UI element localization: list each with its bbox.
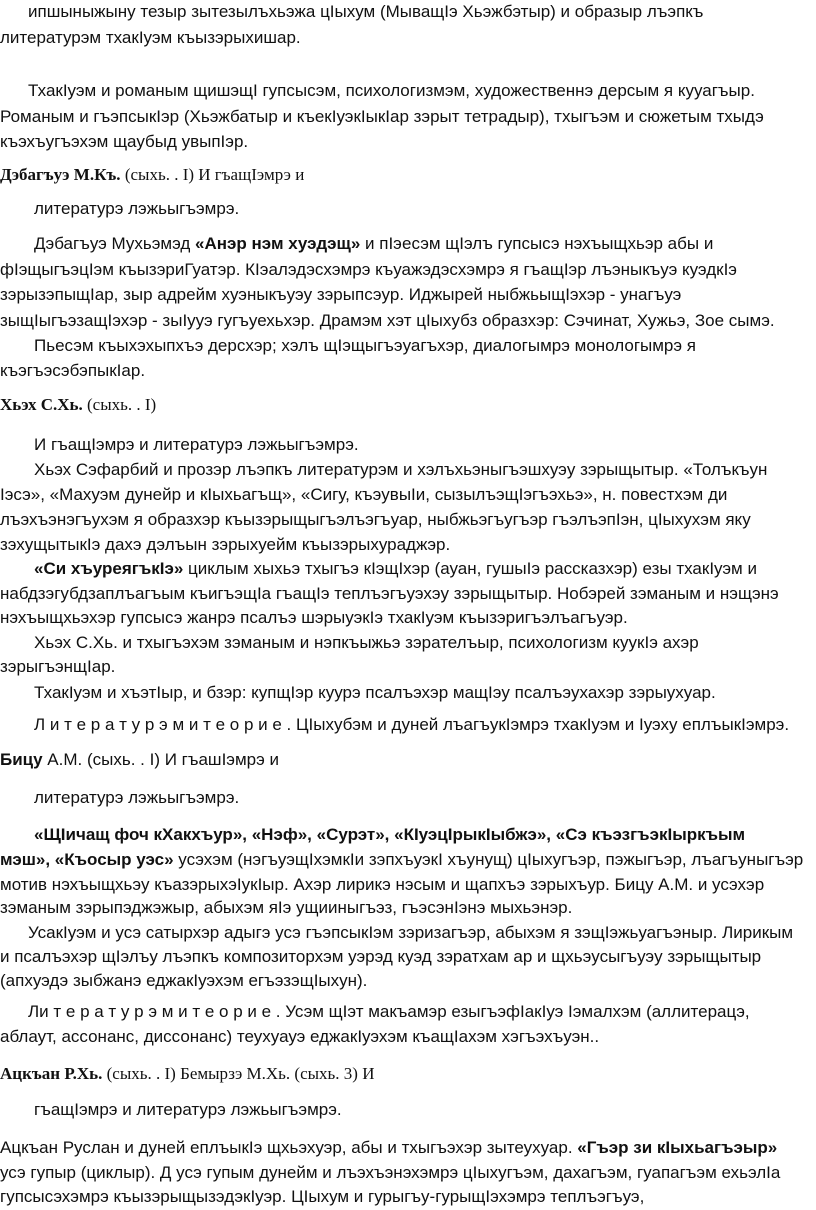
text-line [34,557,757,581]
text-segment: къэгъэсэбэпыкIар. [0,361,146,380]
text-line [0,1025,599,1049]
text-segment: (сыхь. . I) И гъащIэмрэ и [120,165,305,184]
text-line [0,1136,777,1160]
text-line [0,606,628,630]
text-segment: Пьесэм къыхэхыпхъэ дерсхэр; хэлъ щIэщыгъэуагъхэр, диалогымрэ монологымрэ я [34,336,696,355]
text-segment: УсакIуэм и усэ сатырхэр адыгэ усэ гъэпсыкIэм зэризагъэр, абыхэм я зэщIэжьуагъэныр. Лирикым [28,923,794,942]
text-segment: ТхакIуэм и хъэтIыр, и бзэр: купщIэр куурэ псалъэхэр мащIэу псалъэухахэр зэрыухуар. [34,683,716,702]
text-segment: А.М. (сыхь. . I) И гъашIэмрэ и [42,750,280,769]
text-segment: ипшыныжыну тезыр зытезылъхьэжа цIыхум (МыващIэ Хьэжбэтыр) и образыр лъэпкъ [28,2,704,21]
bold-text: «Си хъуреягъкIэ» [34,559,184,578]
section-heading [0,748,279,772]
text-line [34,334,696,358]
text-segment: (сыхь. . I) [82,395,157,414]
text-line [28,0,703,24]
text-line [34,681,716,705]
text-line [0,26,301,50]
text-segment: и пIэесэм щIэлъ гупсысэ нэхъыщхьэр абы и [360,234,714,253]
text-segment: литературэ лэжьыгъэмрэ. [34,199,240,218]
text-line [0,582,779,606]
text-segment: (апхуэдэ зыбжанэ еджакIуэхэм егъэзэщIыхун). [0,971,368,990]
text-segment: зыщIыгъэзащIэхэр - зыIууэ гугъуехьхэр. Драмэм хэт цIыхубз образхэр: Сэчинат, Хужьэ, Зое сымэ. [0,311,775,330]
text-line [28,1000,750,1024]
text-segment: лъэхъэнэгъухэм я образхэр къызэрыщыгъэлъэгъуар, ныбжьэгъугъэр гъэлъэпIэн, цIыхухэм яку [0,510,751,529]
text-segment: зэрыгъэнщIар. [0,657,116,676]
bold-text: мэш», «Къосыр уэс» [0,850,174,869]
text-line [28,921,793,945]
text-line [34,232,713,256]
bold-text: «Гъэр зи кIыхьагъэыр» [577,1138,778,1157]
text-segment: И гъащIэмрэ и литературэ лэжьыгъэмрэ. [34,435,359,454]
text-line [34,458,767,482]
bold-text: Бицу [0,750,43,769]
text-line [0,508,751,532]
text-segment: (сыхь. . I) Бемырзэ М.Хь. (сыхь. 3) И [102,1064,375,1083]
bold-text: Хьэх С.Хь. [0,395,83,414]
text-line [0,1161,780,1185]
text-line [0,945,761,969]
text-segment: гъащIэмрэ и литературэ лэжьыгъэмрэ. [34,1100,342,1119]
text-line [0,258,737,282]
text-line [0,359,145,383]
text-segment: и псалъэхэр щIэлъу лъэпкъ композиторхэм уэрэд куэд зэратхам ар и щхьэусыгъуэу зэрыщытыр [0,947,762,966]
section-heading [0,393,156,417]
text-line [0,896,572,920]
text-segment: литературэм тхакIуэм къызэрыхишар. [0,28,301,47]
text-line [0,1185,644,1209]
text-segment: усэхэм (нэгъуэщIхэмкIи зэпхъуэкI хъунущ) цIыхугъэр, пэжыгъэр, лъагъуныгъэр [173,850,804,869]
text-line [34,1098,342,1122]
text-segment: зэрызэпыщIар, зыр адрейм хуэныкъуэу зэрыпсэур. Иджырей ныбжьыщIэхэр - унагъуэ [0,285,682,304]
text-line [0,130,248,154]
text-segment: фIэщыгъэцIэм къызэриГуатэр. КIэалэдэсхэмрэ къуажэдэсхэмрэ я гъащIэр лъэныкъуэ куэдкIэ [0,260,737,279]
text-segment: Хьэх С.Хь. и тхыгъэхэм зэманым и нэпкъыжьэ зэрателъыр, психологизм куукIэ ахэр [34,633,699,652]
text-line [34,823,745,847]
bold-text: Ацкъан Р.Хь. [0,1064,103,1083]
text-segment: Романым и гъэпсыкIэр (Хьэжбатыр и къекIуэкIыкIар зэрыт тетрадыр), тхыгъэм и сюжетым тхыдэ [0,107,764,126]
bold-text: «Анэр нэм хуэдэщ» [195,234,361,253]
bold-text: «ЩIичащ фоч кХакхъур», «Нэф», «Сурэт», «КIуэцIрыкIыбжэ», «Сэ къэзгъэкIыркъым [34,825,746,844]
text-line [0,105,764,129]
text-line [0,283,681,307]
bold-text: Дэбагъуэ М.Къ. [0,165,121,184]
text-segment: литературэ лэжьыгъэмрэ. [34,788,240,807]
text-segment: къэхъугъэхэм щаубыд увыпIэр. [0,132,249,151]
text-line [28,79,755,103]
text-segment: усэ гупыр (циклыр). Д усэ гупым дунейм и лъэхъэнэхэмрэ цIыхугъэм, дахагъэм, гуапагъэм ехьэлIа [0,1163,781,1182]
text-segment: набдзэгубдзаплъагъым къигъэщIа гъащIэ теплъэгъуэхэу зэрыщытыр. Нобэрей зэманым и нэщэнэ [0,584,779,603]
text-segment: мотив нэхъыщхьэу къазэрыхэIукIыр. Ахэр лирикэ нэсым и щапхъэ зэрыхъур. Бицу А.М. и усэхэр [0,875,765,894]
text-line [0,483,727,507]
text-segment: Хьэх Сэфарбий и прозэр лъэпкъ литературэм и хэлъхьэныгъэшхуэу зэрыщытыр. «Толъкъун [34,460,768,479]
text-segment: Ли т е р а т у р э м и т е о р и е . Усэм щIэт макъамэр езыгъэфIакIуэ Iэмалхэм (аллитерацэ, [28,1002,750,1021]
text-segment: Ацкъан Руслан и дуней еплъыкIэ щхьэхуэр, абы и тхыгъэхэр зытеухуар. [0,1138,578,1157]
text-segment: аблаут, ассонанс, диссонанс) теухуауэ еджакIуэхэм къащIахэм хэгъэхъуэн.. [0,1027,600,1046]
text-segment: Iэсэ», «Махуэм дунейр и кIыхьагъщ», «Сигу, къэувыIи, сызылъэщIэгъэхьэ», н. повестхэм ди [0,485,728,504]
text-segment: зэманым зэрыпэджэжыр, абыхэм яIэ ущииныгъэз, гъэсэнIэнэ мыхьэнэр. [0,898,573,917]
text-line [34,433,359,457]
text-line [0,533,450,557]
section-heading [0,1062,374,1086]
text-line [0,655,115,679]
text-segment: ТхакIуэм и романым щишэщI гупсысэм, психологизмэм, художественнэ дерсым я кууагъыр. [28,81,755,100]
text-segment: нэхъыщхьэхэр гупсысэ жанрэ псалъэ шэрыуэкIэ тхакIуэм къызэригъэлъагъуэр. [0,608,628,627]
text-segment: циклым хыхьэ тхыгъэ кIэщIхэр (ауан, гушыIэ рассказхэр) езы тхакIуэм и [183,559,757,578]
section-heading [0,163,304,187]
text-segment: Л и т е р а т у р э м и т е о р и е . ЦIыхубэм и дуней лъагъукIэмрэ тхакIуэм и Iуэху еплъыкIэмрэ. [34,715,790,734]
text-line [0,969,367,993]
text-line [0,873,764,897]
text-line [0,309,775,333]
text-line [34,713,789,737]
text-segment: Дэбагъуэ Мухьэмэд [34,234,196,253]
text-line [0,848,803,872]
text-line [34,631,699,655]
text-line [34,197,239,221]
text-line [34,786,239,810]
text-segment: зэхущытыкIэ дахэ дэлъын зэрыхуейм къызэрыхураджэр. [0,535,451,554]
text-segment: гупсысэхэмрэ къызэрыщызэдэкIуэр. ЦIыхум и гурыгъу-гурыщIэхэмрэ теплъэгъуэ, [0,1187,645,1206]
